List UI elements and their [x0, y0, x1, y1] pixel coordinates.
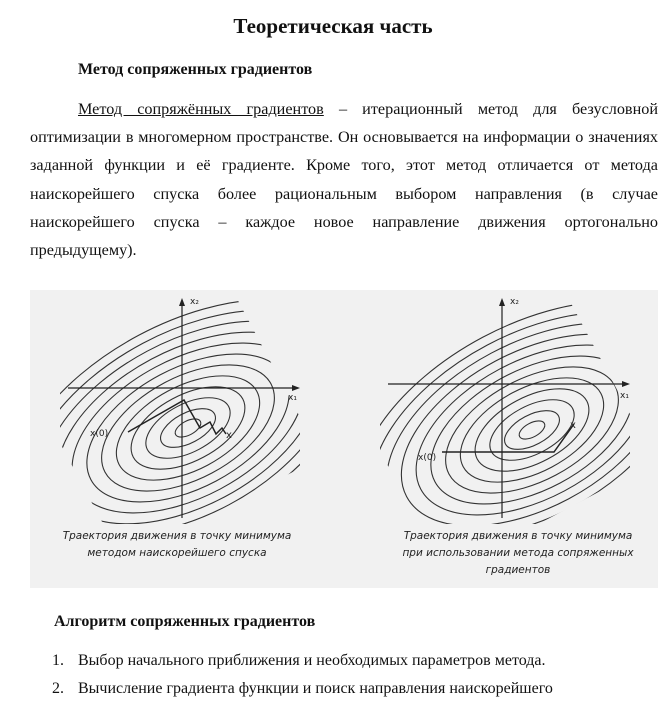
method-term: Метод сопряжённых градиентов [78, 100, 324, 118]
figure-panel [30, 290, 658, 588]
step-number: 1. [52, 652, 64, 669]
conjugate-gradient-plot [380, 290, 630, 524]
list-item [52, 675, 553, 703]
algorithm-title: Алгоритм сопряженных градиентов [54, 613, 316, 630]
caption-line: Траектория движения в точку минимума [62, 530, 292, 542]
x1-axis-label: x₁ [288, 393, 297, 403]
section-subtitle: Метод сопряженных градиентов [78, 61, 313, 78]
steepest-descent-caption [32, 528, 322, 562]
steepest-descent-plot [60, 290, 300, 524]
caption-line: градиентов [485, 564, 551, 576]
caption-line: методом наискорейшего спуска [87, 547, 267, 559]
step-text: Выбор начального приближения и необходимых параметров метода. [78, 652, 546, 669]
x1-axis-label: x₁ [620, 391, 629, 401]
caption-line: при использовании метода сопряженных [402, 547, 634, 559]
step-text: Вычисление градиента функции и поиск направления наискорейшего [78, 680, 553, 697]
intro-paragraph-text: – итерационный метод для безусловной оптимизации в многомерном пространстве. Он основывается на информации о значениях заданной функции и её градиенте. Кроме того, этот метод отличается от метода наискорейшего спуска более рациональным выбором направления (в случае наискорейшего спуска – каждое новое направление движения ортогонально предыдущему). [30, 100, 658, 260]
minimum-point-label: x [226, 430, 232, 441]
algorithm-steps [52, 647, 553, 703]
start-point-label: x(0) [418, 453, 437, 463]
conjugate-gradient-plot-svg [380, 290, 630, 524]
caption-line: Траектория движения в точку минимума [403, 530, 633, 542]
start-point-label: x(0) [90, 429, 109, 439]
step-number: 2. [52, 680, 64, 697]
intro-paragraph [30, 95, 658, 264]
x2-axis-label: x₂ [510, 297, 519, 307]
minimum-point-label: x [570, 420, 576, 431]
x2-axis-label: x₂ [190, 297, 199, 307]
steepest-descent-plot-svg [60, 290, 300, 524]
conjugate-gradient-caption [380, 528, 656, 579]
list-item [52, 647, 553, 675]
page-title: Теоретическая часть [233, 14, 433, 38]
